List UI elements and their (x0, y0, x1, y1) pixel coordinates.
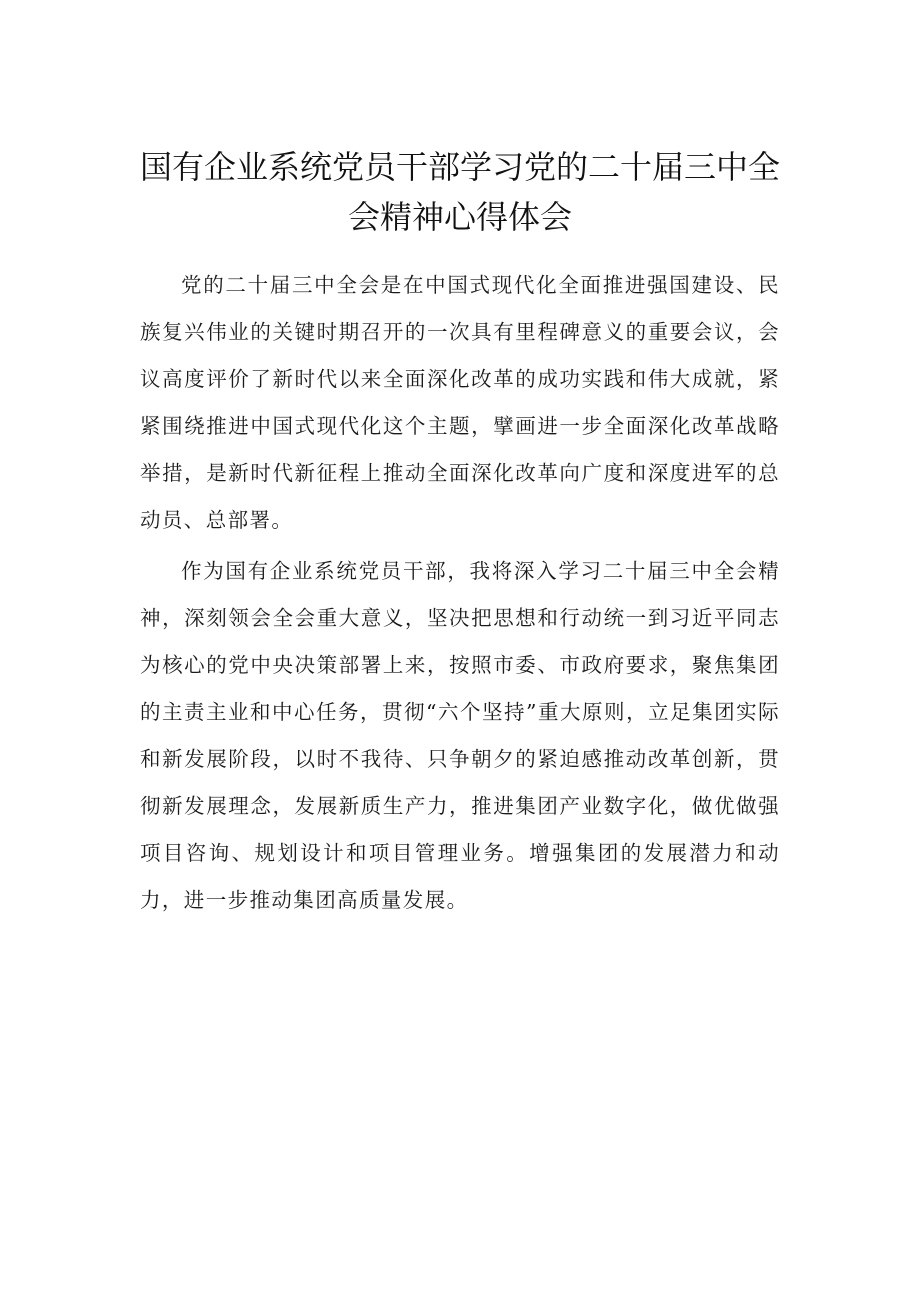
paragraph-1: 党的二十届三中全会是在中国式现代化全面推进强国建设、民族复兴伟业的关键时期召开的一次具有里程碑意义的重要会议，会议高度评价了新时代以来全面深化改革的成功实践和伟大成就，紧紧围绕推进中国式现代化这个主题，擘画进一步全面深化改革战略举措，是新时代新征程上推动全面深化改革向广度和深度进军的总动员、总部署。 (140, 273, 780, 532)
title-line-1: 国有企业系统党员干部学习党的二十届三中全 (140, 148, 781, 186)
document-body (140, 262, 780, 928)
paragraph-2: 作为国有企业系统党员干部，我将深入学习二十届三中全会精神，深刻领会全会重大意义，坚决把思想和行动统一到习近平同志为核心的党中央决策部署上来，按照市委、市政府要求，聚焦集团的主责主业和中心任务，贯彻“六个坚持”重大原则，立足集团实际和新发展阶段，以时不我待、只争朝夕的紧迫感推动改革创新，贯彻新发展理念，发展新质生产力，推进集团产业数字化，做优做强项目咨询、规划设计和项目管理业务。增强集团的发展潜力和动力，进一步推动集团高质量发展。 (140, 559, 780, 912)
title-line-2: 会精神心得体会 (347, 198, 572, 236)
document-title (140, 142, 780, 242)
